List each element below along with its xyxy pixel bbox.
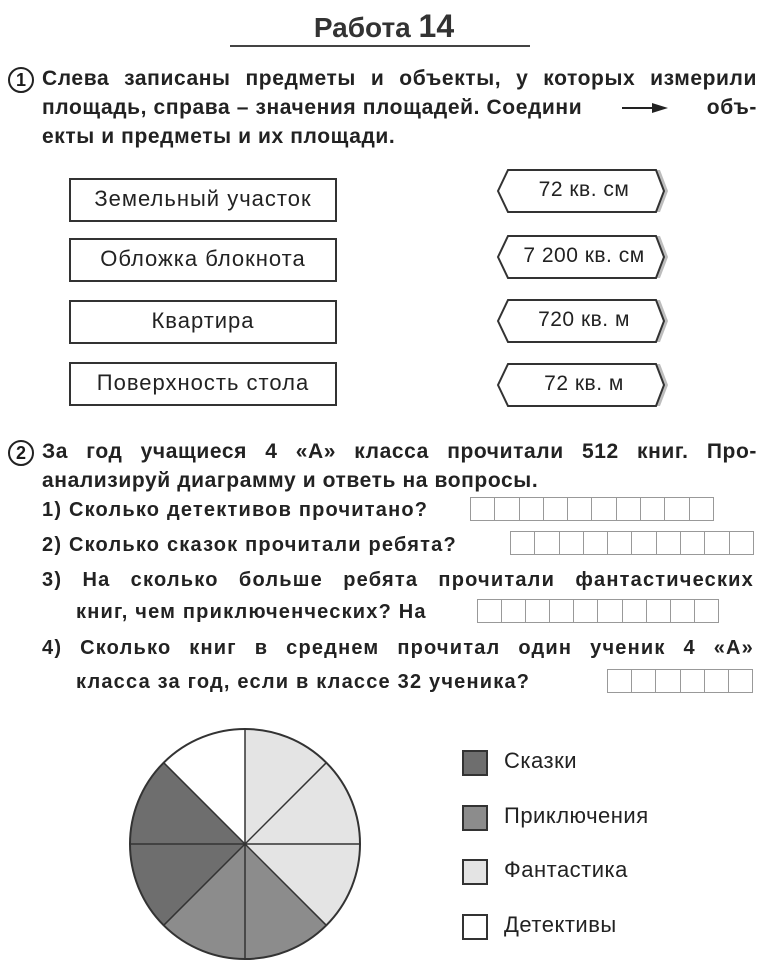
legend-swatch: [462, 805, 488, 831]
area-tag-2-label: 7 200 кв. см: [523, 244, 645, 267]
task-1-line-1: Слева записаны предметы и объекты, у которых измерили: [42, 67, 757, 90]
object-box-notebook-cover[interactable]: Обложка блокнота: [69, 238, 337, 282]
legend-label: Сказки: [504, 748, 577, 773]
area-tag-4-label: 72 кв. м: [544, 372, 624, 395]
task-2-number: 2: [8, 440, 34, 466]
object-box-land-plot[interactable]: Земельный участок: [69, 178, 337, 222]
title-number: 14: [418, 8, 455, 44]
legend-swatch: [462, 914, 488, 940]
area-tag-3[interactable]: [494, 298, 668, 344]
area-tag-1[interactable]: [494, 168, 668, 214]
task-2-intro-line-2: анализируй диаграмму и ответь на вопросы.: [42, 469, 539, 492]
area-tag-4[interactable]: [494, 362, 668, 408]
legend-item-adventures: [462, 803, 702, 833]
legend-item-fantasy: [462, 857, 702, 887]
area-tag-1-label: 72 кв. см: [538, 178, 630, 201]
answer-cells-4[interactable]: [607, 669, 753, 693]
task-2-intro-line-1: За год учащиеся 4 «А» класса прочитали 512 книг. Про-: [42, 440, 757, 463]
legend-label: Приключения: [504, 803, 649, 828]
legend-swatch: [462, 750, 488, 776]
area-tag-2[interactable]: [494, 234, 668, 280]
arrow-icon: [622, 102, 668, 114]
task-2-intro: [42, 437, 757, 495]
legend-item-fairy-tales: [462, 748, 702, 778]
legend-swatch: [462, 859, 488, 885]
answer-cells-1[interactable]: [470, 497, 714, 521]
task-1-line-2: [42, 93, 757, 122]
pie-chart: [126, 725, 364, 963]
object-box-apartment[interactable]: Квартира: [69, 300, 337, 344]
area-tag-3-label: 720 кв. м: [538, 308, 630, 331]
question-1-text: 1) Сколько детективов прочитано?: [42, 499, 429, 521]
legend-item-detectives: [462, 912, 702, 942]
task-1-line-2b: объ-: [706, 96, 757, 119]
question-2-text: 2) Сколько сказок прочитали ребята?: [42, 534, 457, 556]
legend-label: Фантастика: [504, 857, 628, 882]
answer-cells-3[interactable]: [477, 599, 719, 623]
title-word: Работа: [313, 12, 411, 43]
page-title: [0, 8, 768, 45]
task-1-line-2a: площадь, справа – значения площадей. Соедини: [42, 96, 583, 119]
task-1-number: 1: [8, 67, 34, 93]
task-1-line-3: екты и предметы и их площади.: [42, 125, 396, 148]
legend-label: Детективы: [504, 912, 617, 937]
answer-cells-2[interactable]: [510, 531, 754, 555]
title-underline: [230, 45, 530, 47]
object-box-table-surface[interactable]: Поверхность стола: [69, 362, 337, 406]
question-4-line-1: 4) Сколько книг в среднем прочитал один ученик 4 «А»: [42, 637, 754, 659]
question-3-line-1: 3) На сколько больше ребята прочитали фантастических: [42, 569, 754, 591]
task-1-text: [42, 64, 757, 151]
question-4-line-2: класса за год, если в классе 32 ученика?: [76, 671, 531, 693]
question-3-line-2: книг, чем приключенческих? На: [76, 601, 427, 623]
